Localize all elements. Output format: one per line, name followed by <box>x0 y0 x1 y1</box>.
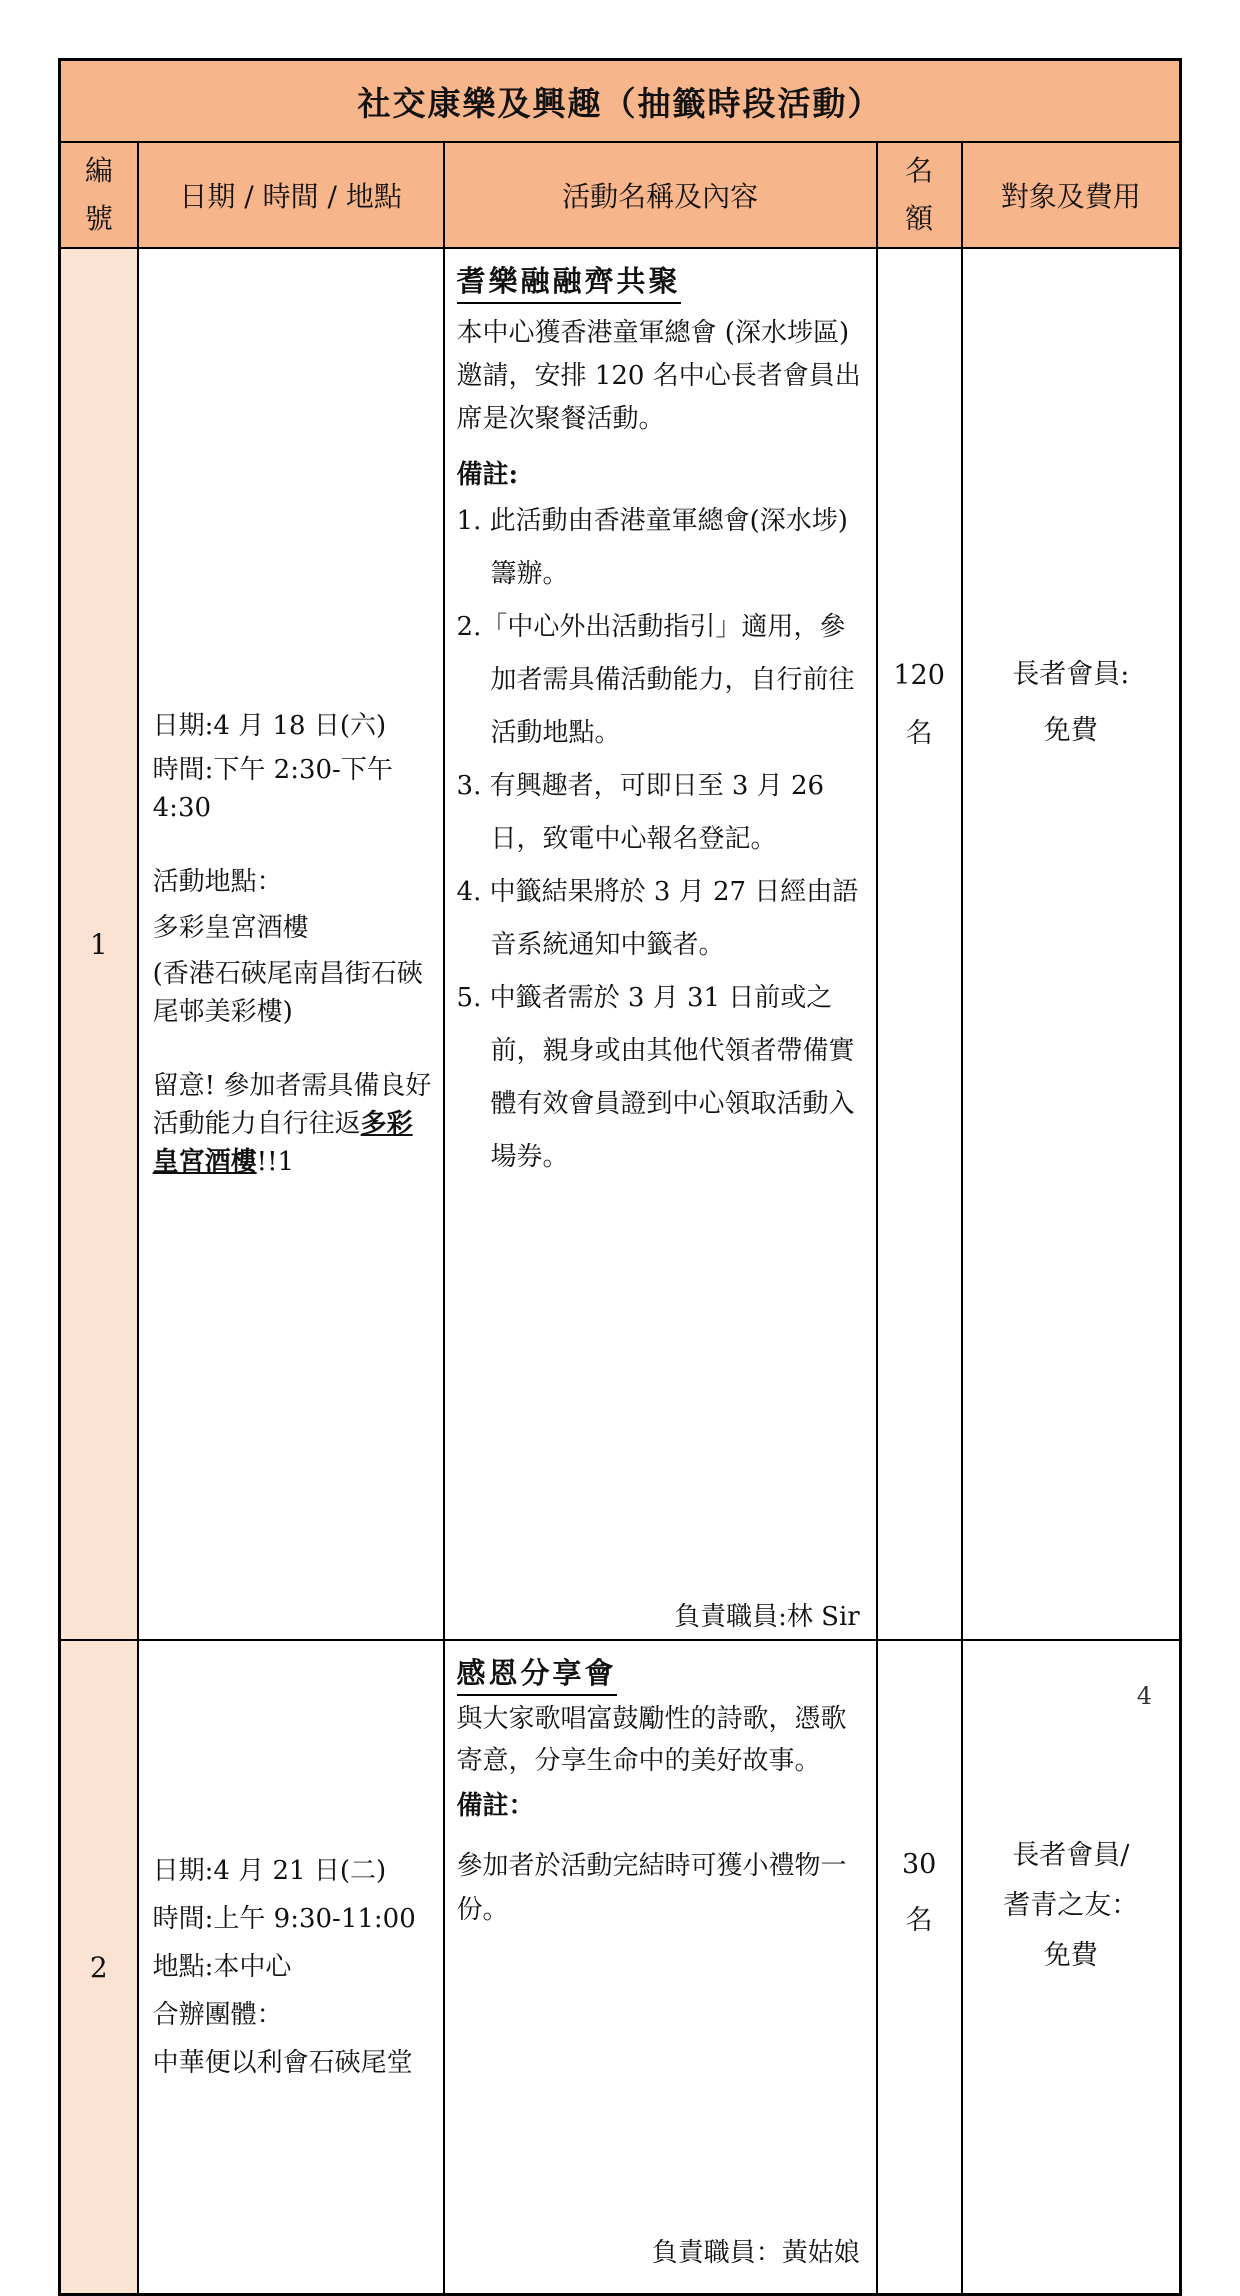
co-organizer-label: 合辦團體： <box>152 2000 283 2030</box>
title-row <box>60 60 1181 143</box>
time-text: 時間:上午 9:30-11:00 <box>152 1904 416 1934</box>
row-target: 長者會員: 免費 <box>962 248 1181 1640</box>
row-target: 長者會員/ 耆青之友： 免費 <box>962 1640 1181 2295</box>
header-datetime: 日期 / 時間 / 地點 <box>138 142 444 248</box>
note-item: 4. 中籤結果將於 3 月 27 日經由語音系統通知中籤者。 <box>456 877 859 960</box>
co-organizer: 中華便以利會石硤尾堂 <box>152 2048 413 2078</box>
row-activity <box>444 1640 877 2295</box>
row-activity <box>444 248 877 1640</box>
page-number: 4 <box>1136 1682 1152 1710</box>
date-text: 日期:4 月 18 日(六) <box>152 711 387 741</box>
remark-label: 備註： <box>456 1791 535 1821</box>
note-item: 2.「中心外出活動指引」適用，參加者需具備活動能力，自行前往活動地點。 <box>456 612 855 748</box>
notice-text: 留意! 參加者需具備良好活動能力自行往返多彩皇宮酒樓!!1 <box>152 1071 432 1177</box>
header-row <box>60 142 1181 248</box>
table-row <box>60 1640 1181 2295</box>
venue-address: (香港石硤尾南昌街石硤尾邨美彩樓) <box>152 959 423 1027</box>
row-datetime <box>138 248 444 1640</box>
remark-label: 備註: <box>456 460 519 490</box>
header-activity: 活動名稱及內容 <box>444 142 877 248</box>
row-number: 2 <box>60 1640 138 2295</box>
activity-title: 感恩分享會 <box>457 1651 617 1696</box>
activity-desc: 與大家歌唱富鼓勵性的詩歌，憑歌寄意，分享生命中的美好故事。 <box>456 1704 847 1776</box>
activity-title: 耆樂融融齊共聚 <box>457 259 681 304</box>
row-datetime <box>138 1640 444 2295</box>
note-item: 1. 此活動由香港童軍總會(深水埗)籌辦。 <box>456 506 848 589</box>
header-target: 對象及費用 <box>962 142 1181 248</box>
staff-in-charge: 負責職員：黃姑娘 <box>651 2238 860 2268</box>
note-item: 5. 中籤者需於 3 月 31 日前或之前，親身或由其他代領者帶備實體有效會員證到中心領取活動入場券。 <box>456 983 855 1172</box>
row-quota: 30 名 <box>877 1640 962 2295</box>
header-quota: 名 額 <box>877 142 962 248</box>
header-num: 編 號 <box>60 142 138 248</box>
venue-label: 活動地點： <box>152 867 283 897</box>
activity-desc: 本中心獲香港童軍總會 (深水埗區)邀請，安排 120 名中心長者會員出席是次聚餐活動。 <box>456 318 861 434</box>
table-title: 社交康樂及興趣（抽籤時段活動） <box>60 60 1181 143</box>
time-text: 時間:下午 2:30-下午 4:30 <box>152 755 393 823</box>
remark-text: 參加者於活動完結時可獲小禮物一份。 <box>456 1851 847 1925</box>
date-text: 日期:4 月 21 日(二) <box>152 1856 387 1886</box>
row-number: 1 <box>60 248 138 1640</box>
table-row <box>60 248 1181 1640</box>
notice-venue: 多彩皇宮酒樓 <box>152 1109 413 1177</box>
note-item: 3. 有興趣者，可即日至 3 月 26 日，致電中心報名登記。 <box>456 771 825 854</box>
venue-name: 多彩皇宮酒樓 <box>152 913 309 943</box>
staff-in-charge: 負責職員:林 Sir <box>674 1602 860 1632</box>
activity-table <box>58 58 1182 2296</box>
venue-text: 地點:本中心 <box>152 1952 292 1982</box>
row-quota: 120 名 <box>877 248 962 1640</box>
